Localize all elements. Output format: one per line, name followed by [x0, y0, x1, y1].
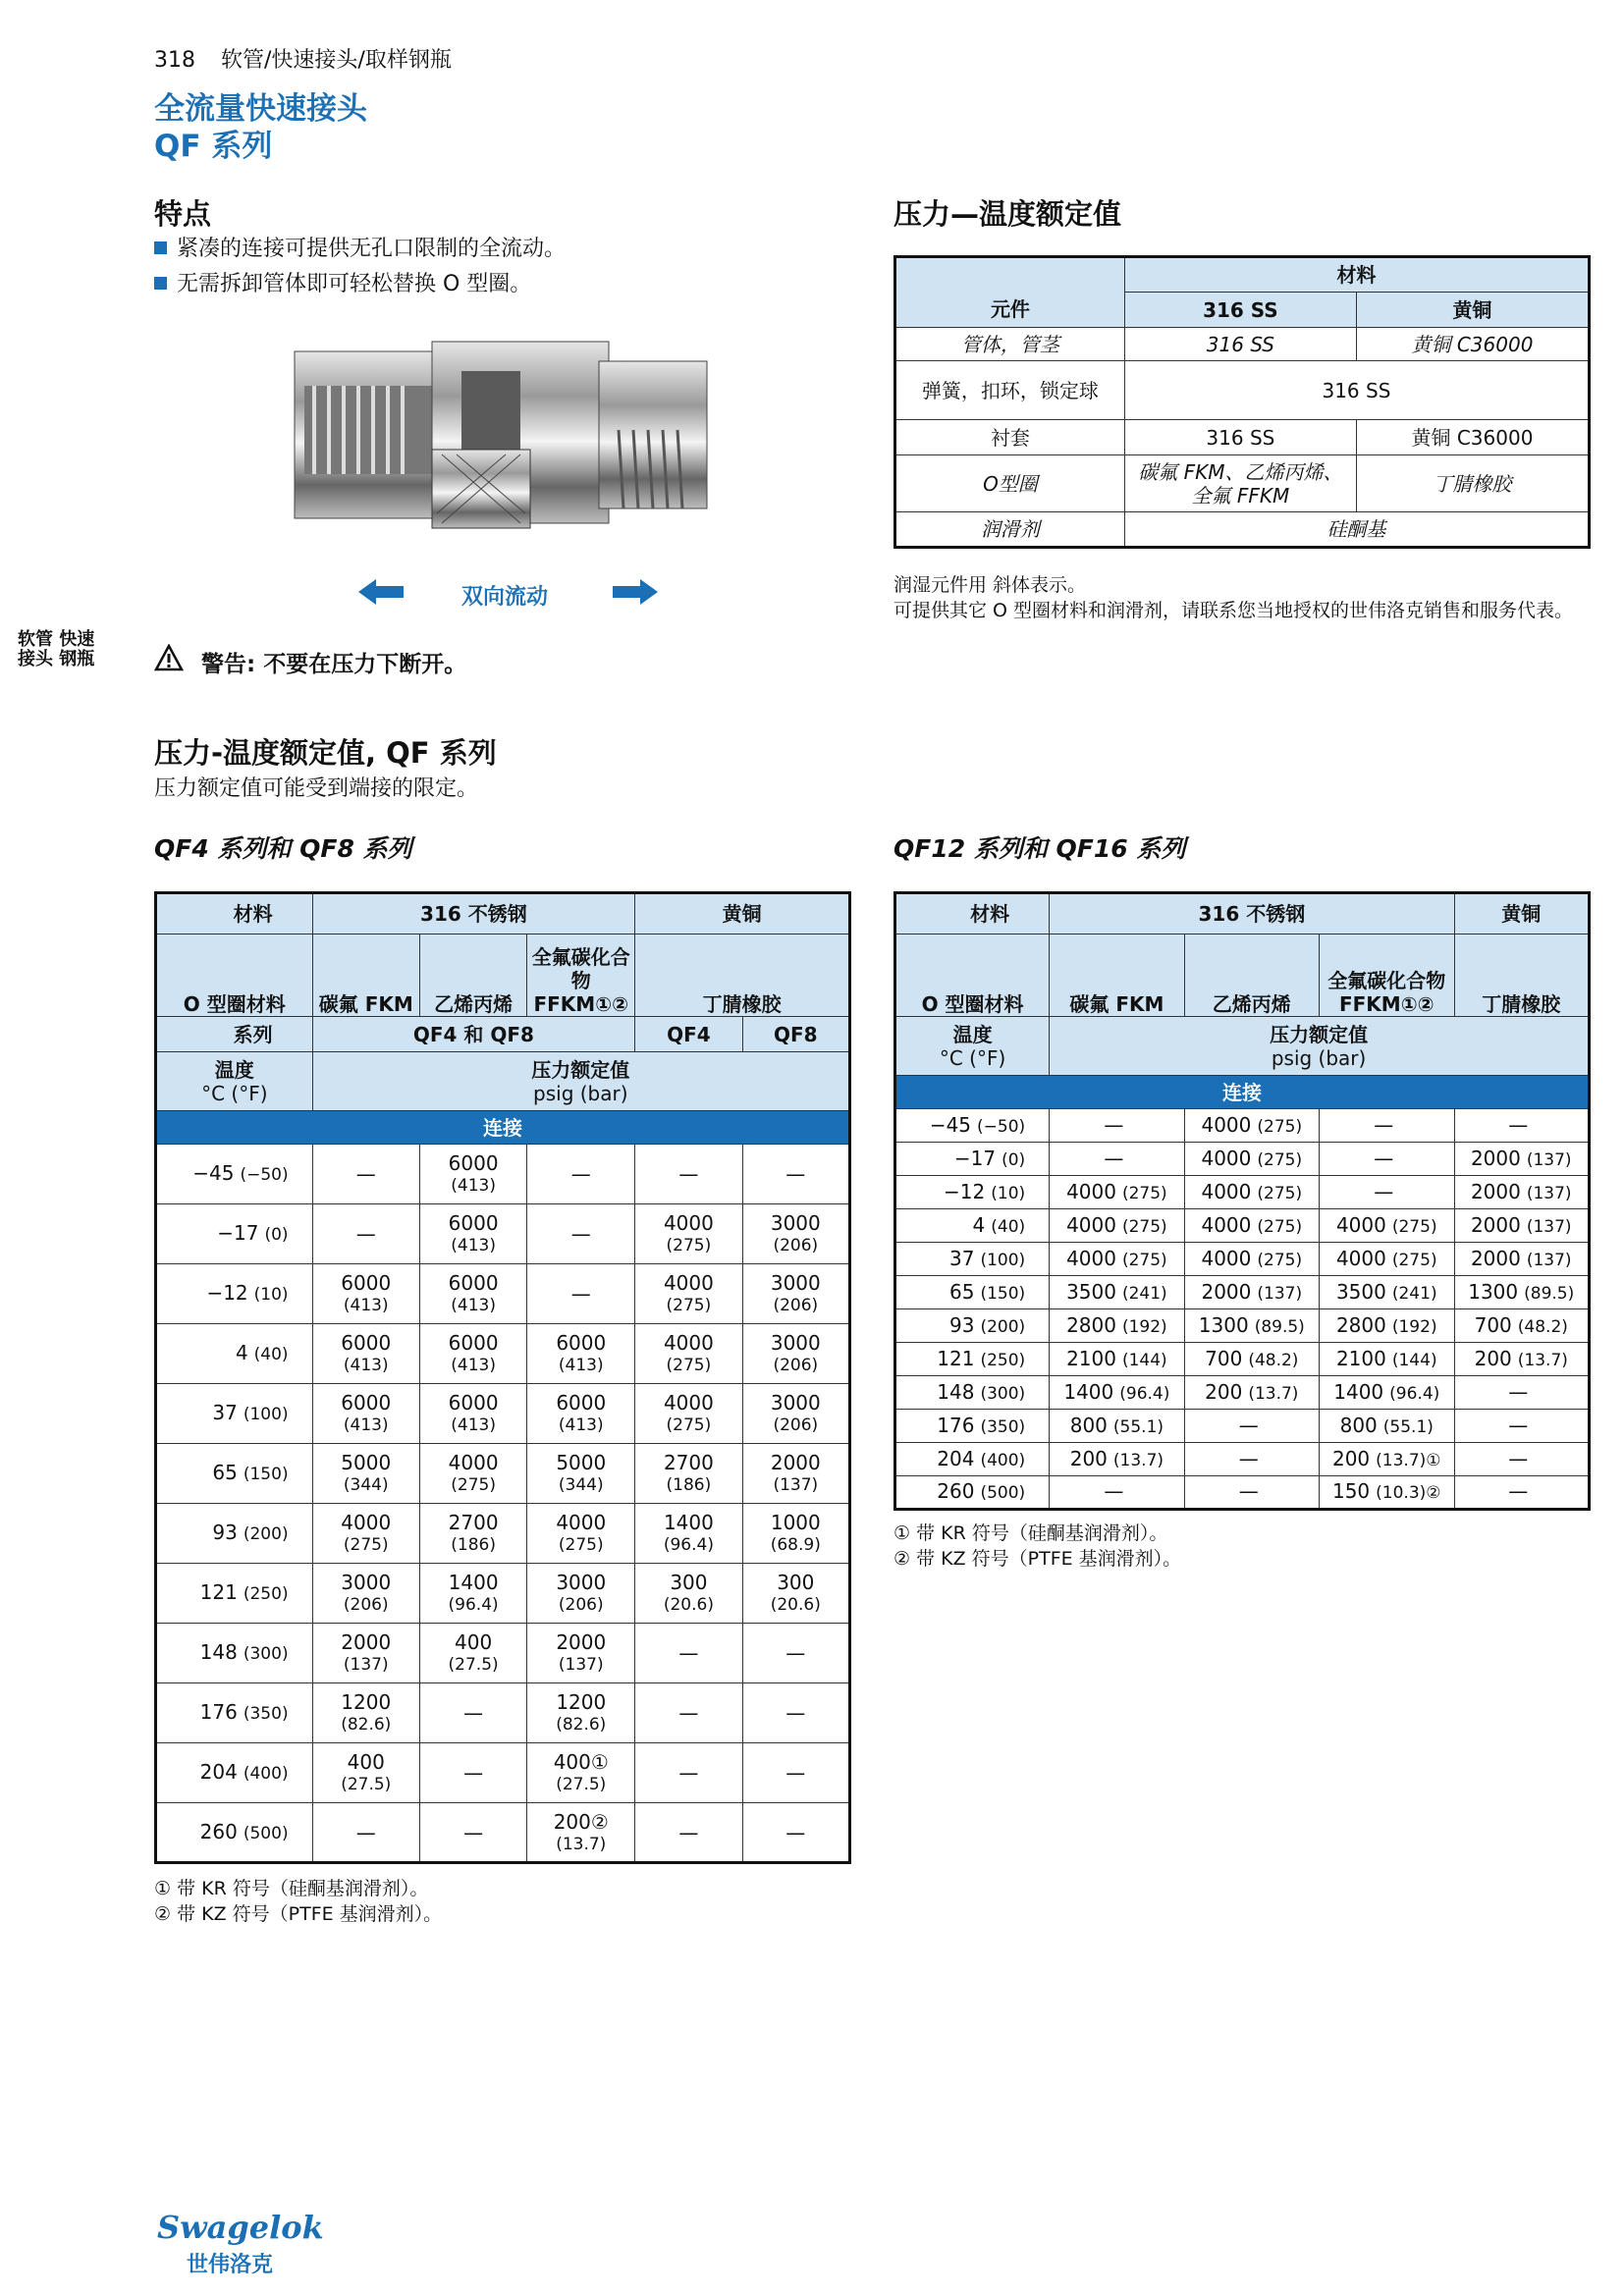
temp-cell: 37 (100) [156, 1384, 313, 1444]
table-row [895, 1143, 1590, 1176]
temp-cell: 121 (250) [895, 1343, 1050, 1376]
rating-cell: — [742, 1743, 849, 1803]
materials-heading: 压力—温度额定值 [893, 197, 1122, 231]
hdr-oring: O 型圈材料 [895, 934, 1050, 1017]
hdr-nbr: 丁腈橡胶 [635, 934, 850, 1017]
hdr-rating: 压力额定值 psig (bar) [312, 1052, 849, 1111]
table-row [895, 1376, 1590, 1410]
temp-cell: 260 (500) [895, 1476, 1050, 1510]
table-row [156, 1564, 850, 1624]
right-table-title: QF12 系列和 QF16 系列 [893, 834, 1186, 863]
hdr-nbr: 丁腈橡胶 [1454, 934, 1589, 1017]
feature-item: 紧凑的连接可提供无孔口限制的全流动。 [154, 232, 704, 267]
temp-cell: 65 (150) [156, 1444, 313, 1504]
rating-cell: — [1184, 1476, 1319, 1510]
rating-cell: 3000 (206) [312, 1564, 419, 1624]
hdr-fkm: 碳氟 FKM [1050, 934, 1184, 1017]
rating-cell: 6000 (413) [419, 1204, 526, 1264]
rating-cell: 3500 (241) [1320, 1276, 1455, 1309]
rating-cell: 2700 (186) [419, 1504, 526, 1564]
rating-cell: 4000 (275) [1050, 1209, 1184, 1243]
left-footnotes [154, 1876, 442, 1927]
warning-text: 警告: 不要在压力下断开。 [201, 652, 467, 677]
rating-cell: 2100 (144) [1320, 1343, 1455, 1376]
hdr-material: 材料 [156, 893, 313, 934]
page-title [154, 90, 367, 165]
temp-cell: 148 (300) [156, 1624, 313, 1683]
temp-cell: 176 (350) [895, 1410, 1050, 1443]
hdr-series: 系列 [156, 1017, 313, 1052]
col-material: 材料 [1124, 257, 1589, 293]
rating-cell: — [1050, 1109, 1184, 1143]
footnote-1: ① 带 KR 符号（硅酮基润滑剂）。 [893, 1522, 1168, 1544]
title-main: 全流量快速接头 [154, 91, 367, 127]
rating-cell: 4000 (275) [635, 1384, 742, 1444]
hdr-temp: 温度 °C (°F) [156, 1052, 313, 1111]
rating-cell: — [635, 1743, 742, 1803]
rating-cell: 2000 (137) [1454, 1209, 1589, 1243]
rating-cell: — [527, 1204, 635, 1264]
table-row: 弹簧，扣环，锁定球 316 SS [895, 361, 1590, 420]
feature-item: 无需拆卸管体即可轻松替换 O 型圈。 [154, 267, 704, 302]
rating-cell: — [742, 1145, 849, 1204]
hdr-316: 316 不锈钢 [1050, 893, 1454, 934]
rating-cell: — [1454, 1376, 1589, 1410]
rating-cell: 4000 (275) [1184, 1143, 1319, 1176]
temp-cell: 260 (500) [156, 1803, 313, 1863]
rating-cell: 6000 (413) [419, 1324, 526, 1384]
rating-cell: 6000 (413) [527, 1384, 635, 1444]
rating-cell: 4000 (275) [312, 1504, 419, 1564]
table-row [156, 1743, 850, 1803]
rating-cell: — [1454, 1443, 1589, 1476]
rating-cell: 3000 (206) [527, 1564, 635, 1624]
rating-cell: 4000 (275) [1184, 1176, 1319, 1209]
temp-cell: 65 (150) [895, 1276, 1050, 1309]
rating-cell: 1300 (89.5) [1454, 1276, 1589, 1309]
rating-cell: 1400 (96.4) [1050, 1376, 1184, 1410]
table-row [156, 1324, 850, 1384]
rating-cell: 200 (13.7) [1454, 1343, 1589, 1376]
rating-cell: 1200 (82.6) [527, 1683, 635, 1743]
rating-cell: — [1050, 1143, 1184, 1176]
table-row: 管体，管茎 316 SS 黄铜 C36000 [895, 328, 1590, 361]
rating-cell: 2000 (137) [1454, 1176, 1589, 1209]
rating-cell: — [742, 1683, 849, 1743]
brand-cn: 世伟洛克 [187, 2253, 274, 2277]
features-heading: 特点 [154, 197, 212, 231]
rating-cell: 2000 (137) [742, 1444, 849, 1504]
col-brass: 黄铜 [1356, 293, 1589, 328]
hdr-rating: 压力额定值 psig (bar) [1050, 1017, 1590, 1076]
hdr-material: 材料 [895, 893, 1050, 934]
hdr-qf4: QF4 [635, 1017, 742, 1052]
rating-cell: 400 (27.5) [312, 1743, 419, 1803]
rating-cell: 2800 (192) [1050, 1309, 1184, 1343]
rating-cell: — [1320, 1143, 1455, 1176]
rating-cell: — [419, 1743, 526, 1803]
hdr-qf8: QF8 [742, 1017, 849, 1052]
warning-icon [154, 644, 184, 671]
temp-cell: 4 (40) [895, 1209, 1050, 1243]
temp-cell: 93 (200) [895, 1309, 1050, 1343]
temp-cell: 204 (400) [156, 1743, 313, 1803]
rating-cell: 6000 (413) [419, 1384, 526, 1444]
conn-bar: 连接 [156, 1111, 850, 1145]
rating-cell: 4000 (275) [1184, 1243, 1319, 1276]
table-row [895, 1243, 1590, 1276]
table-row: 衬套 316 SS 黄铜 C36000 [895, 420, 1590, 455]
rating-cell: 5000 (344) [312, 1444, 419, 1504]
table-row [895, 1176, 1590, 1209]
rating-cell: 800 (55.1) [1320, 1410, 1455, 1443]
table-row: O型圈 碳氟 FKM、乙烯丙烯、全氟 FFKM 丁腈橡胶 [895, 455, 1590, 512]
table-row [895, 1109, 1590, 1143]
rating-cell: 4000 (275) [1050, 1176, 1184, 1209]
qf12-qf16-table [893, 891, 1591, 1511]
rating-cell: 200 (13.7)① [1320, 1443, 1455, 1476]
rating-cell: 200② (13.7) [527, 1803, 635, 1863]
rating-cell: — [527, 1145, 635, 1204]
qf4-qf8-table [154, 891, 851, 1864]
table-row [156, 1624, 850, 1683]
rating-cell: 4000 (275) [1184, 1209, 1319, 1243]
rating-cell: — [635, 1145, 742, 1204]
rating-cell: 6000 (413) [419, 1145, 526, 1204]
footnote-1: ① 带 KR 符号（硅酮基润滑剂）。 [154, 1878, 429, 1899]
rating-cell: 1400 (96.4) [635, 1504, 742, 1564]
quick-connect-illustration [285, 332, 727, 548]
temp-cell: −17 (0) [156, 1204, 313, 1264]
rating-cell: 4000 (275) [1320, 1209, 1455, 1243]
table-row [156, 1683, 850, 1743]
rating-cell: — [1454, 1410, 1589, 1443]
rating-cell: 4000 (275) [527, 1504, 635, 1564]
rating-cell: 700 (48.2) [1184, 1343, 1319, 1376]
col-316ss: 316 SS [1124, 293, 1356, 328]
hdr-brass: 黄铜 [1454, 893, 1589, 934]
rating-cell: 4000 (275) [635, 1324, 742, 1384]
rating-cell: — [635, 1803, 742, 1863]
rating-cell: — [1320, 1109, 1455, 1143]
right-footnotes [893, 1521, 1181, 1572]
rating-cell: 700 (48.2) [1454, 1309, 1589, 1343]
temp-cell: −45 (−50) [895, 1109, 1050, 1143]
rating-cell: 2000 (137) [1184, 1276, 1319, 1309]
rating-cell: 200 (13.7) [1184, 1376, 1319, 1410]
arrow-right-icon [611, 577, 658, 607]
rating-cell: 2700 (186) [635, 1444, 742, 1504]
pt-heading: 压力-温度额定值, QF 系列 [154, 736, 497, 770]
table-row [156, 1145, 850, 1204]
rating-cell: 1200 (82.6) [312, 1683, 419, 1743]
features-list [154, 232, 704, 302]
rating-cell: 300 (20.6) [742, 1564, 849, 1624]
temp-cell: −17 (0) [895, 1143, 1050, 1176]
rating-cell: 4000 (275) [1320, 1243, 1455, 1276]
rating-cell: 6000 (413) [312, 1324, 419, 1384]
hdr-oring: O 型圈材料 [156, 934, 313, 1017]
rating-cell: — [312, 1145, 419, 1204]
table-row [156, 1264, 850, 1324]
temp-cell: 121 (250) [156, 1564, 313, 1624]
rating-cell: 6000 (413) [419, 1264, 526, 1324]
rating-cell: 2000 (137) [312, 1624, 419, 1683]
rating-cell: — [419, 1803, 526, 1863]
note-contact: 可提供其它 O 型圈材料和润滑剂，请联系您当地授权的世伟洛克销售和服务代表。 [893, 600, 1574, 621]
hdr-fkm: 碳氟 FKM [312, 934, 419, 1017]
rating-cell: — [1050, 1476, 1184, 1510]
left-table-title: QF4 系列和 QF8 系列 [154, 834, 412, 863]
rating-cell: 3000 (206) [742, 1264, 849, 1324]
title-series: QF 系列 [154, 129, 273, 164]
materials-notes [893, 572, 1591, 623]
temp-cell: 176 (350) [156, 1683, 313, 1743]
temp-cell: −45 (−50) [156, 1145, 313, 1204]
rating-cell: 3500 (241) [1050, 1276, 1184, 1309]
table-row [895, 1309, 1590, 1343]
table-row [156, 1803, 850, 1863]
table-row [156, 1384, 850, 1444]
rating-cell: 800 (55.1) [1050, 1410, 1184, 1443]
rating-cell: — [1184, 1443, 1319, 1476]
rating-cell: 1400 (96.4) [1320, 1376, 1455, 1410]
temp-cell: 93 (200) [156, 1504, 313, 1564]
rating-cell: — [742, 1803, 849, 1863]
rating-cell: — [1184, 1410, 1319, 1443]
rating-cell: 400① (27.5) [527, 1743, 635, 1803]
rating-cell: — [1454, 1109, 1589, 1143]
temp-cell: 204 (400) [895, 1443, 1050, 1476]
hdr-epdm: 乙烯丙烯 [1184, 934, 1319, 1017]
col-component: 元件 [895, 293, 1125, 328]
temp-cell: 4 (40) [156, 1324, 313, 1384]
rating-cell: 1000 (68.9) [742, 1504, 849, 1564]
table-row [895, 1209, 1590, 1243]
rating-cell: — [312, 1204, 419, 1264]
hdr-ffkm: 全氟碳化合物 FFKM①② [527, 934, 635, 1017]
hdr-brass: 黄铜 [635, 893, 850, 934]
rating-cell: 4000 (275) [635, 1204, 742, 1264]
flow-label: 双向流动 [461, 585, 549, 610]
materials-table [893, 255, 1591, 549]
rating-cell: 1400 (96.4) [419, 1564, 526, 1624]
table-row [156, 1444, 850, 1504]
table-row [156, 1504, 850, 1564]
brand-logo: Swagelok [157, 2209, 324, 2246]
temp-cell: 148 (300) [895, 1376, 1050, 1410]
temp-cell: 37 (100) [895, 1243, 1050, 1276]
rating-cell: 2000 (137) [1454, 1243, 1589, 1276]
table-row: 润滑剂 硅酮基 [895, 512, 1590, 548]
rating-cell: 6000 (413) [312, 1384, 419, 1444]
rating-cell: 2000 (137) [527, 1624, 635, 1683]
pt-description: 压力额定值可能受到端接的限定。 [154, 776, 479, 801]
page-number: 318 [154, 48, 195, 73]
table-row [895, 1443, 1590, 1476]
rating-cell: 1300 (89.5) [1184, 1309, 1319, 1343]
bullet-icon [154, 277, 167, 290]
rating-cell: — [312, 1803, 419, 1863]
bullet-icon [154, 241, 167, 254]
table-row [895, 1410, 1590, 1443]
rating-cell: 2000 (137) [1454, 1143, 1589, 1176]
rating-cell: 5000 (344) [527, 1444, 635, 1504]
rating-cell: 4000 (275) [635, 1264, 742, 1324]
table-row [895, 1276, 1590, 1309]
table-row [895, 1343, 1590, 1376]
rating-cell: 2800 (192) [1320, 1309, 1455, 1343]
rating-cell: 4000 (275) [419, 1444, 526, 1504]
section-title: 软管/快速接头/取样钢瓶 [221, 48, 452, 73]
table-row [895, 1476, 1590, 1510]
rating-cell: 6000 (413) [312, 1264, 419, 1324]
rating-cell: 6000 (413) [527, 1324, 635, 1384]
rating-cell: 4000 (275) [1050, 1243, 1184, 1276]
rating-cell: 4000 (275) [1184, 1109, 1319, 1143]
footnote-2: ② 带 KZ 符号（PTFE 基润滑剂）。 [893, 1548, 1182, 1570]
note-wetted: 润湿元件用 斜体表示。 [893, 574, 1087, 596]
rating-cell: — [419, 1683, 526, 1743]
hdr-ffkm: 全氟碳化合物 FFKM①② [1320, 934, 1455, 1017]
rating-cell: 3000 (206) [742, 1324, 849, 1384]
temp-cell: −12 (10) [895, 1176, 1050, 1209]
rating-cell: 150 (10.3)② [1320, 1476, 1455, 1510]
side-tab: 软管 快速接头 钢瓶 [18, 629, 95, 669]
hdr-temp: 温度 °C (°F) [895, 1017, 1050, 1076]
rating-cell: 200 (13.7) [1050, 1443, 1184, 1476]
arrow-left-icon [358, 577, 406, 607]
hdr-series-ss: QF4 和 QF8 [312, 1017, 635, 1052]
conn-bar: 连接 [895, 1076, 1590, 1109]
rating-cell: — [527, 1264, 635, 1324]
rating-cell: 300 (20.6) [635, 1564, 742, 1624]
temp-cell: −12 (10) [156, 1264, 313, 1324]
hdr-epdm: 乙烯丙烯 [419, 934, 526, 1017]
rating-cell: — [635, 1624, 742, 1683]
rating-cell: — [1454, 1476, 1589, 1510]
page-header [154, 43, 477, 74]
hdr-316: 316 不锈钢 [312, 893, 635, 934]
rating-cell: 3000 (206) [742, 1204, 849, 1264]
rating-cell: 3000 (206) [742, 1384, 849, 1444]
rating-cell: — [635, 1683, 742, 1743]
rating-cell: 2100 (144) [1050, 1343, 1184, 1376]
footnote-2: ② 带 KZ 符号（PTFE 基润滑剂）。 [154, 1903, 443, 1925]
table-row [156, 1204, 850, 1264]
rating-cell: — [1320, 1176, 1455, 1209]
rating-cell: — [742, 1624, 849, 1683]
rating-cell: 400 (27.5) [419, 1624, 526, 1683]
